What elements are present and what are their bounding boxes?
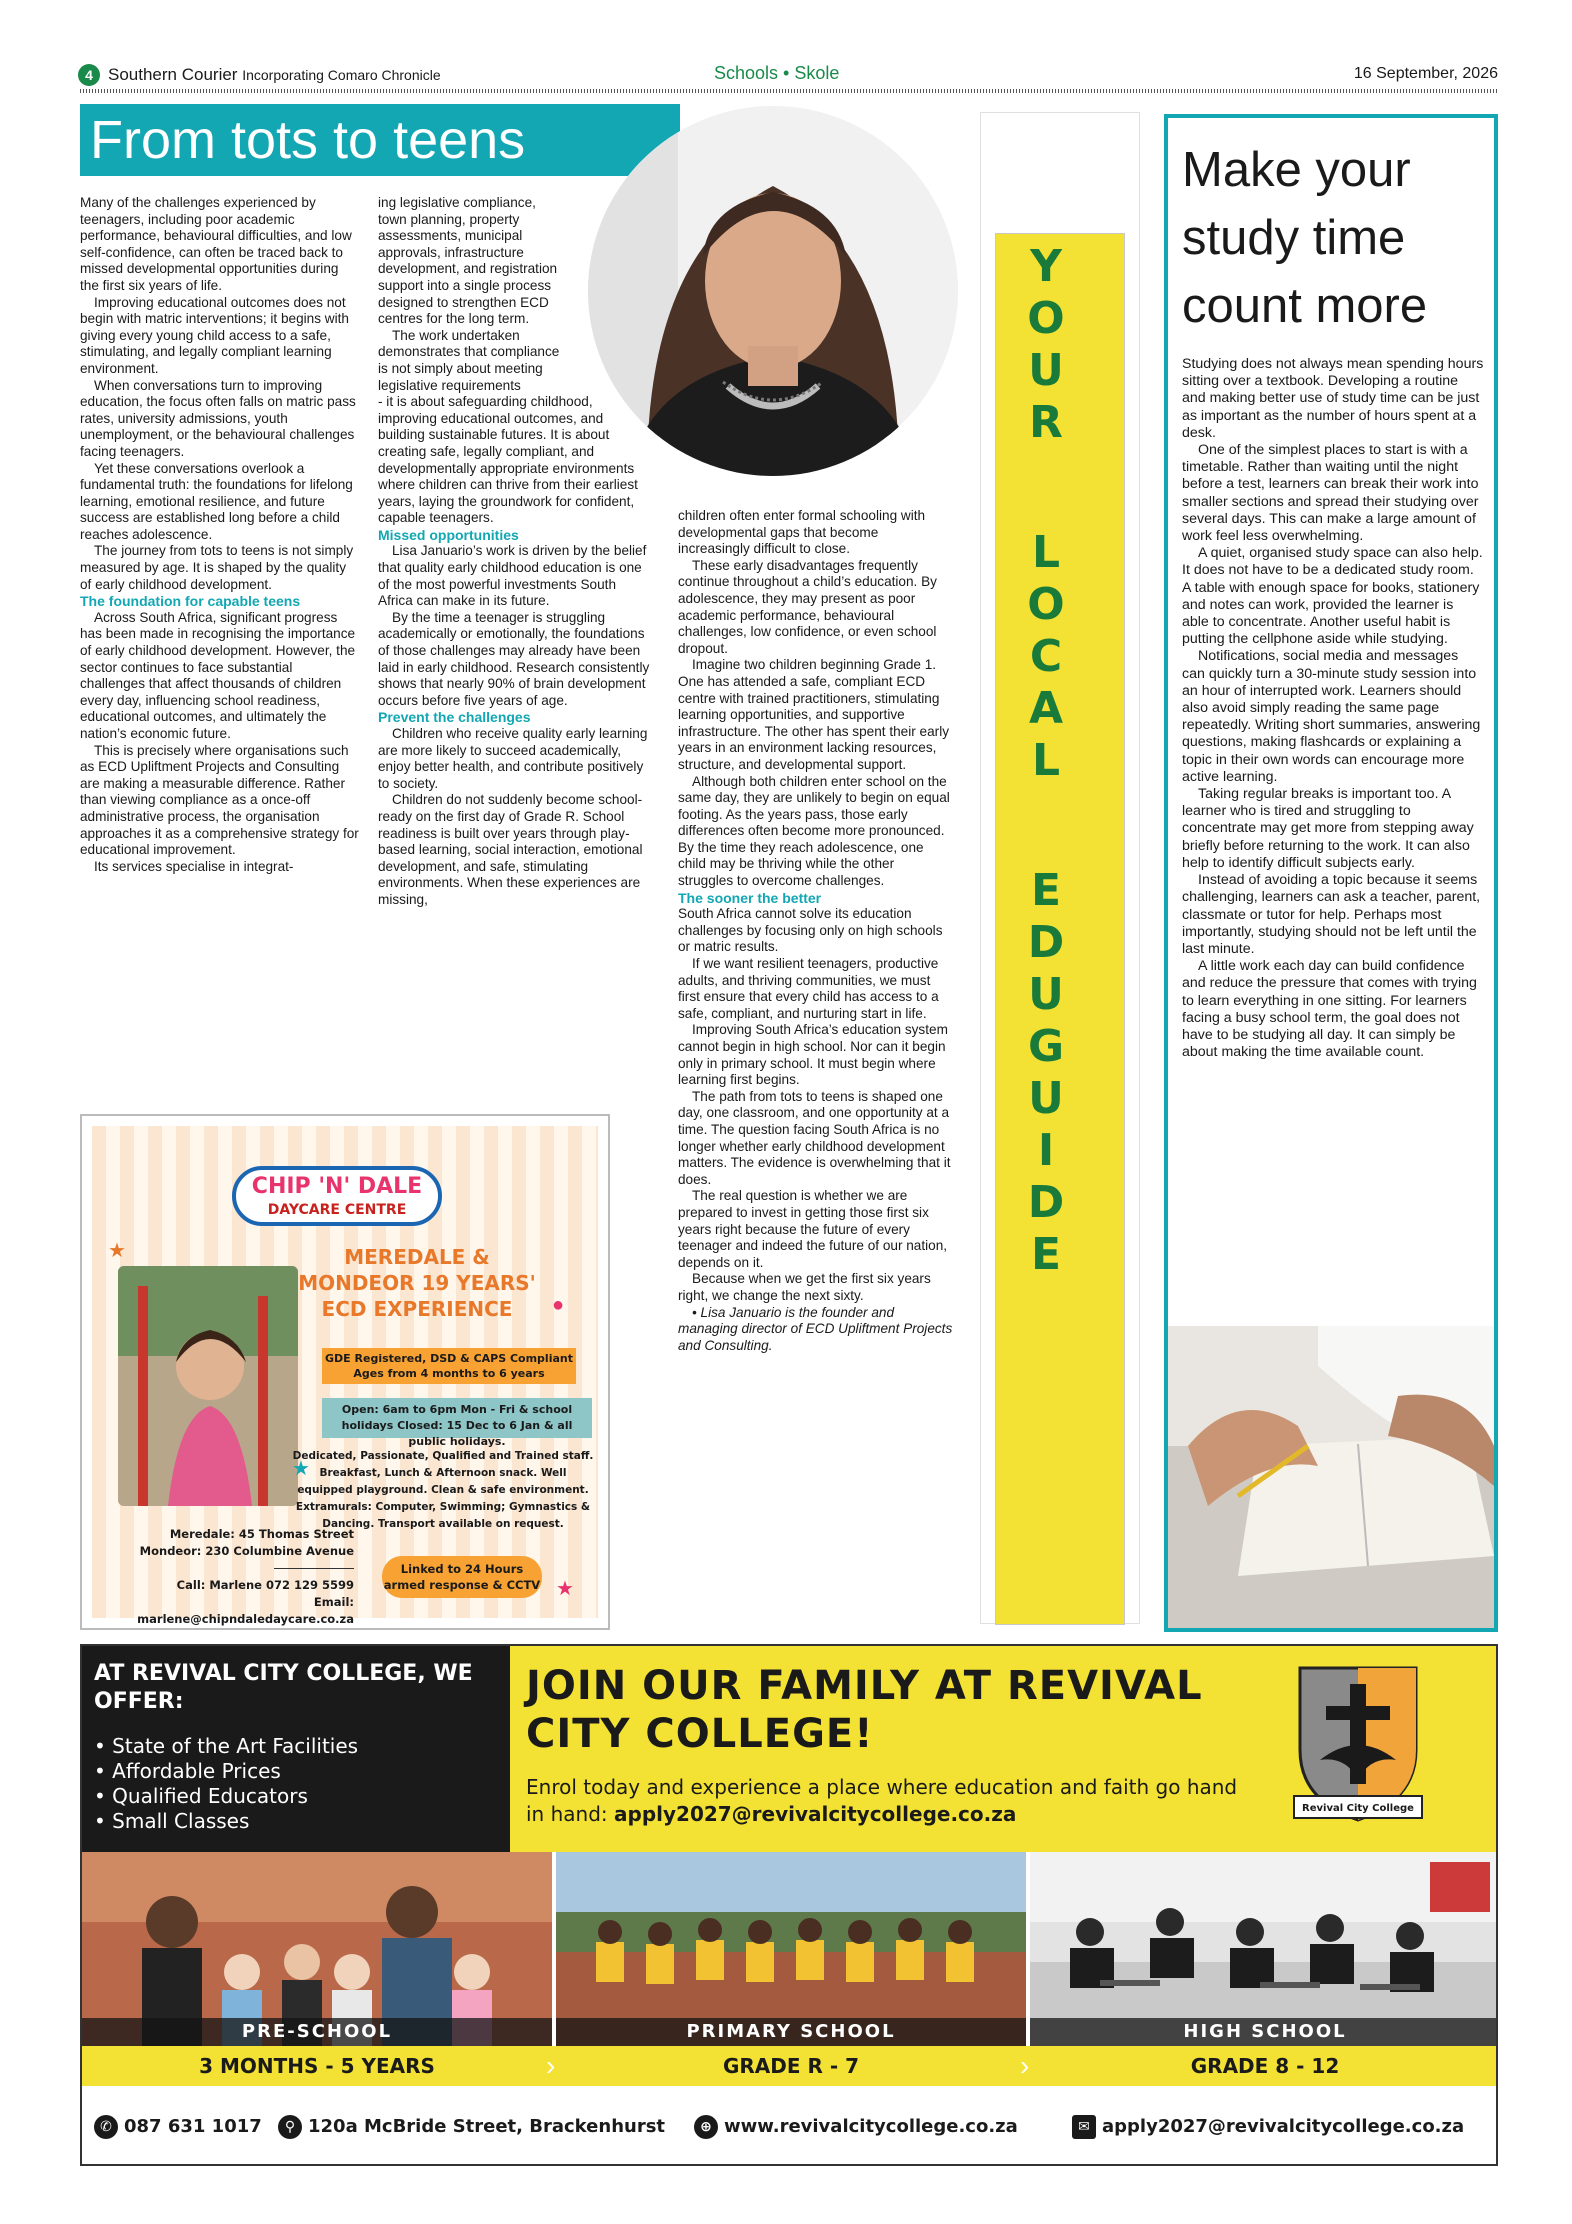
- eduguide-letter: E: [1030, 1229, 1062, 1280]
- college-photo-strip: [82, 1852, 1498, 2046]
- daycare-advert: [80, 1114, 610, 1630]
- article-paragraph: The work undertaken demonstrates that compliance is not simply about meeting legislative requirements: [378, 327, 560, 393]
- primary-photo-illustration: [556, 1852, 1026, 2046]
- article-paragraph: When conversations turn to improving education, the focus often falls on matric pass rates, university admissions, youth unemployment, or the behavioural challenges facing teenagers.: [80, 377, 356, 459]
- article-title-banner: [80, 104, 680, 176]
- daycare-child-photo: [118, 1266, 298, 1506]
- article-paragraph: Improving educational outcomes does not begin with matric interventions; it begins with giving every young child access to a safe, stimulating, and legally compliant learning environment.: [80, 294, 349, 376]
- college-join-headline: JOIN OUR FAMILY AT REVIVAL CITY COLLEGE!: [526, 1663, 1203, 1757]
- word-gap: [981, 787, 1111, 865]
- college-offer-title: AT REVIVAL CITY COLLEGE, WE OFFER:: [94, 1661, 473, 1714]
- college-offer-list: [94, 1734, 504, 1834]
- page-header: [78, 62, 1498, 90]
- article-subheading: Missed opportunities: [378, 526, 519, 543]
- author-byline: • Lisa Januario is the founder and managing director of ECD Upliftment Projects and Consulting.: [678, 1304, 953, 1353]
- daycare-registration: GDE Registered, DSD & CAPS Compliant Ages from 4 months to 6 years: [322, 1348, 576, 1384]
- article-paragraph: The real question is whether we are prepared to invest in getting those first six years right because the future of every teenager and indeed the future of our nation, depends on it.: [678, 1188, 948, 1270]
- offer-item: • Qualified Educators: [94, 1784, 504, 1809]
- study-photo-illustration: [1168, 1326, 1494, 1632]
- eduguide-letter: R: [1029, 397, 1063, 448]
- crest-label: Revival City College: [1302, 1803, 1414, 1814]
- eduguide-letter: L: [1031, 735, 1061, 786]
- article-paragraph: The path from tots to teens is shaped one day, one classroom, and one opportunity at a time. The question facing South Africa is no longer whether early childhood development matters. The evidence is overwhelming that it does.: [678, 1088, 951, 1187]
- college-address: [278, 2112, 665, 2142]
- eduguide-letter: U: [1028, 345, 1064, 396]
- eduguide-letter: D: [1027, 1177, 1065, 1228]
- eduguide-letter: U: [1028, 1073, 1064, 1124]
- highschool-photo-illustration: [1030, 1852, 1498, 2046]
- study-paragraph: A little work each day can build confidence and reduce the pressure that comes with trying to learn everything in one sitting. For learners facing a busy school term, the goal does not have to be studying all day. It can simply be about making the time available count.: [1182, 958, 1477, 1061]
- eduguide-letter: G: [1027, 1021, 1065, 1072]
- study-paragraph: Notifications, social media and messages can quickly turn a 30-minute study session into an hour of interrupted work. Learners should also avoid simply reading the same page repeatedly. Writing short summaries, answering questions, making flashcards or explaining a topic in their own words can encourage more active learning.: [1182, 648, 1481, 785]
- article-paragraph: South Africa cannot solve its education challenges by focusing only on high schools or matric results.: [678, 906, 943, 955]
- eduguide-letter: L: [1031, 527, 1061, 578]
- section-name: Schools • Skole: [714, 63, 840, 83]
- article-paragraph: Yet these conversations overlook a fundamental truth: the foundations for lifelong learning, emotional resilience, and future success are established long before a child reaches adolescence.: [80, 460, 353, 542]
- study-photo: [1168, 1326, 1494, 1632]
- globe-icon: ⊕: [694, 2115, 718, 2139]
- article-paragraph: ing legislative compliance, town planning, property assessments, municipal approvals, infrastructure development, and registration support into a single process designed to strengthen ECD centres for the long term.: [378, 195, 558, 327]
- header-rule: [80, 89, 1498, 93]
- college-advert: [80, 1644, 1498, 2166]
- daycare-advert-body: [92, 1126, 598, 1626]
- article-paragraph: children often enter formal schooling with developmental gaps that become increasingly difficult to close.: [678, 508, 926, 557]
- article-column-1: [80, 195, 360, 875]
- eduguide-letter: E: [1030, 865, 1062, 916]
- article-paragraph: Children who receive quality early learning are more likely to succeed academically, enjoy better health, and contribute positively to society.: [378, 726, 648, 791]
- child-photo-illustration: [118, 1266, 298, 1506]
- preschool-photo-illustration: [82, 1852, 552, 2046]
- daycare-security: Linked to 24 Hours armed response & CCTV: [382, 1556, 542, 1598]
- daycare-email: Email: marlene@chipndaledaycare.co.za: [137, 1595, 354, 1626]
- article-paragraph: These early disadvantages frequently continue throughout a child’s education. By adolescence, they may present as poor academic performance, behavioural challenges, low confidence, or even school dropout.: [678, 557, 937, 656]
- eduguide-letter: O: [1027, 579, 1065, 630]
- article-column-2: [378, 195, 650, 909]
- article-paragraph: Although both children enter school on the same day, they are unlikely to begin on equal footing. As the years pass, those early differences often become more pronounced. By the time they reach adolescence, one child may be thriving while the other struggles to overcome challenges.: [678, 773, 950, 889]
- article-title: From tots to teens: [90, 110, 526, 170]
- preschool-ages: 3 MONTHS - 5 YEARS: [199, 2054, 435, 2078]
- eduguide-letter: A: [1028, 683, 1064, 734]
- eduguide-letter: D: [1027, 917, 1065, 968]
- high-school-label: HIGH SCHOOL: [1030, 2018, 1498, 2046]
- article-paragraph: The journey from tots to teens is not simply measured by age. It is shaped by the quality of early childhood development.: [80, 543, 354, 592]
- phone-number: 087 631 1017: [124, 2116, 262, 2137]
- publication-name: [108, 65, 441, 85]
- daycare-address-2: Mondeor: 230 Columbine Avenue: [139, 1544, 354, 1558]
- primary-school-ages: GRADE R - 7: [722, 2054, 860, 2078]
- enrol-email: apply2027@revivalcitycollege.co.za: [614, 1802, 1017, 1826]
- mail-icon: ✉: [1072, 2115, 1096, 2139]
- eduguide-letter: I: [1037, 1125, 1055, 1176]
- daycare-subtitle: DAYCARE CENTRE: [267, 1202, 407, 1218]
- daycare-address-1: Meredale: 45 Thomas Street: [169, 1527, 354, 1541]
- article-paragraph: Children do not suddenly become school-ready on the first day of Grade R. School readiness is built over years through play-based learning, social interaction, emotional development, and safe, stimulating environments. When these experiences are missing,: [378, 792, 643, 907]
- article-subheading: Prevent the challenges: [378, 709, 531, 726]
- study-paragraph: Taking regular breaks is important too. A learner who is tired and struggling to concentrate may get more from stepping away briefly before returning to the work. It can also help to identify difficult subjects early.: [1182, 786, 1474, 871]
- college-contact-bar: [82, 2106, 1498, 2150]
- address-text: 120a McBride Street, Brackenhurst: [308, 2116, 666, 2137]
- daycare-features: Dedicated, Passionate, Qualified and Trained staff. Breakfast, Lunch & Afternoon snack. Well equipped playground. Clean & safe environment. Extramurals: Computer, Swimming; Gymnastics & Dancing. Transport available on request.: [292, 1450, 594, 1530]
- article-paragraph: If we want resilient teenagers, productive adults, and thriving communities, we must first ensure that every child has access to a safe, compliant, and nurturing start in life.: [678, 956, 939, 1021]
- college-enrol-text: [526, 1774, 1246, 1828]
- daycare-hours: Open: 6am to 6pm Mon - Fri & school holidays Closed: 15 Dec to 6 Jan & all public holidays.: [322, 1398, 592, 1438]
- offer-item: • Small Classes: [94, 1809, 504, 1834]
- college-crest: [1290, 1660, 1426, 1828]
- daycare-phone: Call: Marlene 072 129 5599: [176, 1578, 354, 1592]
- article-column-3: [678, 508, 953, 1354]
- college-join-panel: [510, 1646, 1498, 1852]
- offer-item: • State of the Art Facilities: [94, 1734, 504, 1759]
- study-body: [1182, 356, 1484, 1061]
- email-link: apply2027@revivalcitycollege.co.za: [1102, 2116, 1465, 2137]
- daycare-name: CHIP 'N' DALE: [251, 1174, 423, 1199]
- article-paragraph: Lisa Januario’s work is driven by the belief that quality early childhood education is one of the most powerful investments South Africa can make in its future.: [378, 543, 647, 609]
- publication-title: Southern Courier: [108, 65, 238, 84]
- article-paragraph: Because when we get the first six years right, we change the next sixty.: [678, 1271, 931, 1303]
- primary-school-label: PRIMARY SCHOOL: [556, 2018, 1026, 2046]
- crest-icon: [1290, 1660, 1426, 1828]
- daycare-headline: MEREDALE & MONDEOR 19 YEARS' ECD EXPERIENCE: [298, 1245, 536, 1321]
- contact-divider: [274, 1568, 354, 1569]
- preschool-label: PRE-SCHOOL: [82, 2018, 552, 2046]
- high-school-ages: GRADE 8 - 12: [1190, 2054, 1340, 2078]
- website-link: www.revivalcitycollege.co.za: [724, 2116, 1018, 2137]
- star-icon: ★: [292, 1458, 310, 1480]
- article-subheading: The foundation for capable teens: [80, 593, 301, 610]
- high-school-photo: [1030, 1852, 1498, 2046]
- star-icon: ★: [556, 1578, 574, 1600]
- publication-subtitle: Incorporating Comaro Chronicle: [242, 67, 441, 83]
- article-subheading: The sooner the better: [678, 889, 822, 906]
- daycare-logo: [232, 1166, 442, 1226]
- page-number: 4: [78, 64, 100, 86]
- study-tips-sidebar: [1164, 114, 1498, 1632]
- college-website: [694, 2112, 1018, 2142]
- preschool-photo: [82, 1852, 552, 2046]
- eduguide-letter: O: [1027, 293, 1065, 344]
- study-paragraph: Instead of avoiding a topic because it seems challenging, learners can ask a teacher, parent, classmate or tutor for help. Perhaps most importantly, studying should not be left until the last minute.: [1182, 872, 1481, 957]
- article-paragraph: Many of the challenges experienced by teenagers, including poor academic performance, behavioural difficulties, and low self-confidence, can often be traced back to missed developmental opportunities during the first six years of life.: [80, 195, 352, 293]
- primary-school-photo: [556, 1852, 1026, 2046]
- eduguide-letters: [981, 241, 1111, 1281]
- article-paragraph: By the time a teenager is struggling academically or emotionally, the foundations of those challenges may already have been laid in early childhood. Research consistently shows that nearly 90% of brain development occurs before five years of age.: [378, 609, 650, 708]
- issue-date: 16 September, 2026: [1353, 65, 1498, 82]
- college-phone: [94, 2112, 262, 2142]
- article-paragraph: Its services specialise in integrat-: [94, 858, 294, 874]
- article-paragraph: This is precisely where organisations such as ECD Upliftment Projects and Consulting are making a measurable difference. Rather than viewing compliance as a once-off administrative process, the organisation approaches it as a comprehensive strategy for educational improvement.: [80, 742, 359, 858]
- study-paragraph: Studying does not always mean spending hours sitting over a textbook. Developing a routine and making better use of study time can be just as important as the number of hours spent at a desk.: [1182, 356, 1484, 441]
- study-title: Make your study time count more: [1182, 143, 1428, 333]
- eduguide-letter: C: [1029, 631, 1063, 682]
- offer-item: • Affordable Prices: [94, 1759, 504, 1784]
- enrol-text: Enrol today and experience a place where education and faith go hand in hand:: [526, 1775, 1238, 1826]
- chevron-right-icon: ›: [1020, 2050, 1030, 2081]
- star-icon: ★: [108, 1240, 126, 1262]
- article-paragraph: Across South Africa, significant progress has been made in recognising the importance of early childhood development. However, the sector continues to face substantial challenges that affect thousands of children every day, influencing school readiness, educational outcomes, and ultimately the nation’s economic future.: [80, 609, 356, 741]
- college-email: [1072, 2112, 1464, 2142]
- word-gap: [981, 449, 1111, 527]
- phone-icon: ✆: [94, 2115, 118, 2139]
- chevron-right-icon: ›: [546, 2050, 556, 2081]
- eduguide-banner: [980, 112, 1140, 1624]
- study-paragraph: A quiet, organised study space can also help. It does not have to be a dedicated study room. A table with enough space for books, stationery and notes can work, provided the learner is able to concentrate. Another useful habit is putting the cellphone aside while studying.: [1182, 545, 1483, 648]
- daycare-contact: [94, 1526, 354, 1628]
- study-paragraph: One of the simplest places to start is with a timetable. Rather than waiting until the night before a test, learners can break their work into smaller sections and spread their studying over several days. This can make a large amount of work feel less overwhelming.: [1182, 442, 1479, 545]
- college-age-bar: [82, 2046, 1498, 2086]
- article-paragraph: - it is about safeguarding childhood, improving educational outcomes, and building sustainable futures. It is about creating safe, legally compliant, and developmentally appropriate environments where children can thrive from their earliest years, laying the groundwork for confident, capable teenagers.: [378, 394, 638, 526]
- location-pin-icon: ⚲: [278, 2115, 302, 2139]
- eduguide-letter: Y: [1030, 241, 1062, 292]
- article-paragraph: Improving South Africa’s education system cannot begin in high school. Nor can it begin only in primary school. It must begin where learning first begins.: [678, 1022, 948, 1088]
- college-offer-panel: [82, 1646, 510, 1852]
- dot-icon: ●: [552, 1294, 565, 1316]
- eduguide-letter: U: [1028, 969, 1064, 1020]
- article-paragraph: Imagine two children beginning Grade 1. One has attended a safe, compliant ECD centre with trained practitioners, stimulating learning opportunities, and supportive infrastructure. The other has spent their early years in an environment lacking resources, structure, and developmental support.: [678, 657, 950, 772]
